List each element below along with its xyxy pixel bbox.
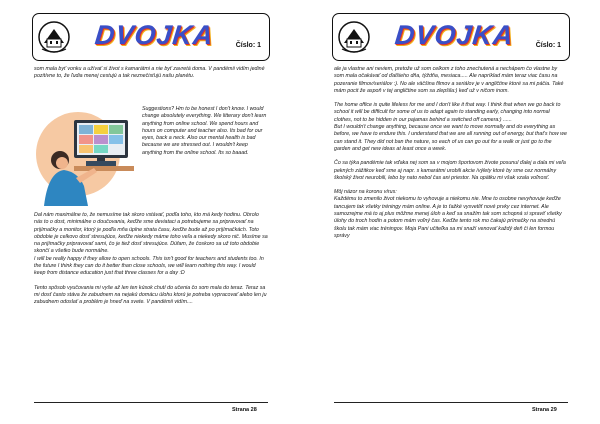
slovak-paragraph-2: Tento spôsob vyučovania mi vyše až len ten kúsok chutí do učenia čo som mala do teraz. Teraz sa mi dosť často stáva že zabudnem na nejakú domácu úlohu ktorú je potreba vypracovať alebo len ju zabudnem odoslať a problém je hneď na svete. V pandémii vidím.... (34, 284, 267, 306)
issue-number: Číslo: 1 (535, 42, 561, 49)
magazine-title: DVOJKA (393, 20, 516, 50)
opinion-heading: Môj názor na koronu vírus: (334, 189, 397, 196)
page-header (32, 13, 270, 61)
right-page (300, 0, 600, 424)
article-body (334, 66, 568, 240)
school-logo-icon (38, 19, 70, 55)
paragraph-2: The home office is quite lifeless for me and I don't like it that way. I think that when we go back to school it will be difficult for some of us to adapt again to standing early, changing into normal clothes, not to be hidden in our pajamas behind a switched off camera:) ...... But I wouldn't change anything, because once we want to move normally and do everything as before, we have to endure this. I understand that we are all running out of energy, but that's how we can stand it. They did not ban the nature, so each of us can go out for a walk or just go to the garden and get new ideas at least once a week. (334, 102, 567, 152)
page-header (332, 13, 570, 61)
online-class-illustration (34, 106, 140, 206)
article-body (34, 212, 268, 307)
intro-paragraph: som mala byť vonku a užívať si život s kamarátmi a nie byť zavretá doma. V pandémii vidím jediné pozitívne to, že ľudia menej cestujú a tak neznečisťujú našu planétu. (34, 66, 265, 80)
issue-number: Číslo: 1 (235, 42, 261, 49)
english-paragraph-2: I will be really happy if they allow to open schools. This isn't good for teachers and students too. In the future I think they can do it better than close schools, we will learn nothing this way. I would keep from distance education just that three classes for a day :D (34, 255, 264, 277)
paragraph-3: Čo sa týka pandémie tak vďaka nej som sa v mojom športovom živote posunul ďalej a dala mi veľa pekných zážitkov keď sme aj napr. s kamarátmi urobili akcie /výlety ktoré by sme cez normálny školský život neurobili, lebo by nato nebol čas ani priestor. Na opätku mi však vzala voľnosť. (334, 160, 566, 181)
footer-rule (334, 402, 568, 403)
footer-rule (34, 402, 268, 403)
school-logo-icon (338, 19, 370, 55)
paragraph-4: Každému to zmenilo život niekomu to vyhovuje a niekomu nie. Mne to osobne nevyhovuje keďže tancujem tak všetky tréningy mám online. A je to ťažké vysvetliť nové prvky cez internet. Ale samozrejme má to aj plus môžme menej úloh a keď sa snažím tak som schopná si spraviť všetky úlohy do troch hodín a potom mám voľný čas. Keďže tento rok mo čakajú prímačky na strednú školu tak mám viac tréningov. Moja Pani učiteľka sa mi snaží venovať každý deň či len formou správy (334, 196, 562, 239)
english-side-paragraph: Suggestions? Hm to be honest I don't know. I would change absolutely everything. We litterary don't learn anything from online school. We spend hours and hours on computer and teacher also. Its bad for our eyes, back a neck. Also our mental health is bad because we are stressed out. I wouldn't keep anything from the online school. Its so baaad. (142, 106, 267, 156)
page-number: Strana 28 (232, 407, 257, 413)
magazine-title: DVOJKA (93, 20, 216, 50)
page-number: Strana 29 (532, 407, 557, 413)
paragraph-1: ale ja vlastne ani neviem, pretože už som celkom z toho znechutená a nechápem čo vlastne by som mala očakávať od ďalšieho dňa, týždňa, mesiaca..... Ale napríklad mám teraz viac času na pozeranie filmov/seriálov :). No ale väčšina filmov a seriálov je v angličtine ktoré sa mi páčia. Také mám pocit že aspoň v tej angličtine som sa zlepšila:) keď už v ničom inom. (334, 66, 564, 94)
slovak-paragraph-1: Dal nám maximálne to, že nemusíme tak skoro vstávať, podľa toho, kto má kedy hodinu. Obrolo nás to o dost, minimálne o doučovania, keďže sme deviataci a potrebujeme sa pripravovať na prijímačky a monitor, ktorý je podľa mňa úplne strata času, keďže bude až po prijímačkách. Toto obdobie je celkovo dosť stresujúce, keďže niekedy máme toho veľa a niekedy skoro nič. Musíme sa na prijímačky pripravovať sami, čo je tiež dosť stresujúce. Dúfam, že čoskoro sa už toto obdobie skončí a všetko bude normálne. (34, 212, 268, 255)
